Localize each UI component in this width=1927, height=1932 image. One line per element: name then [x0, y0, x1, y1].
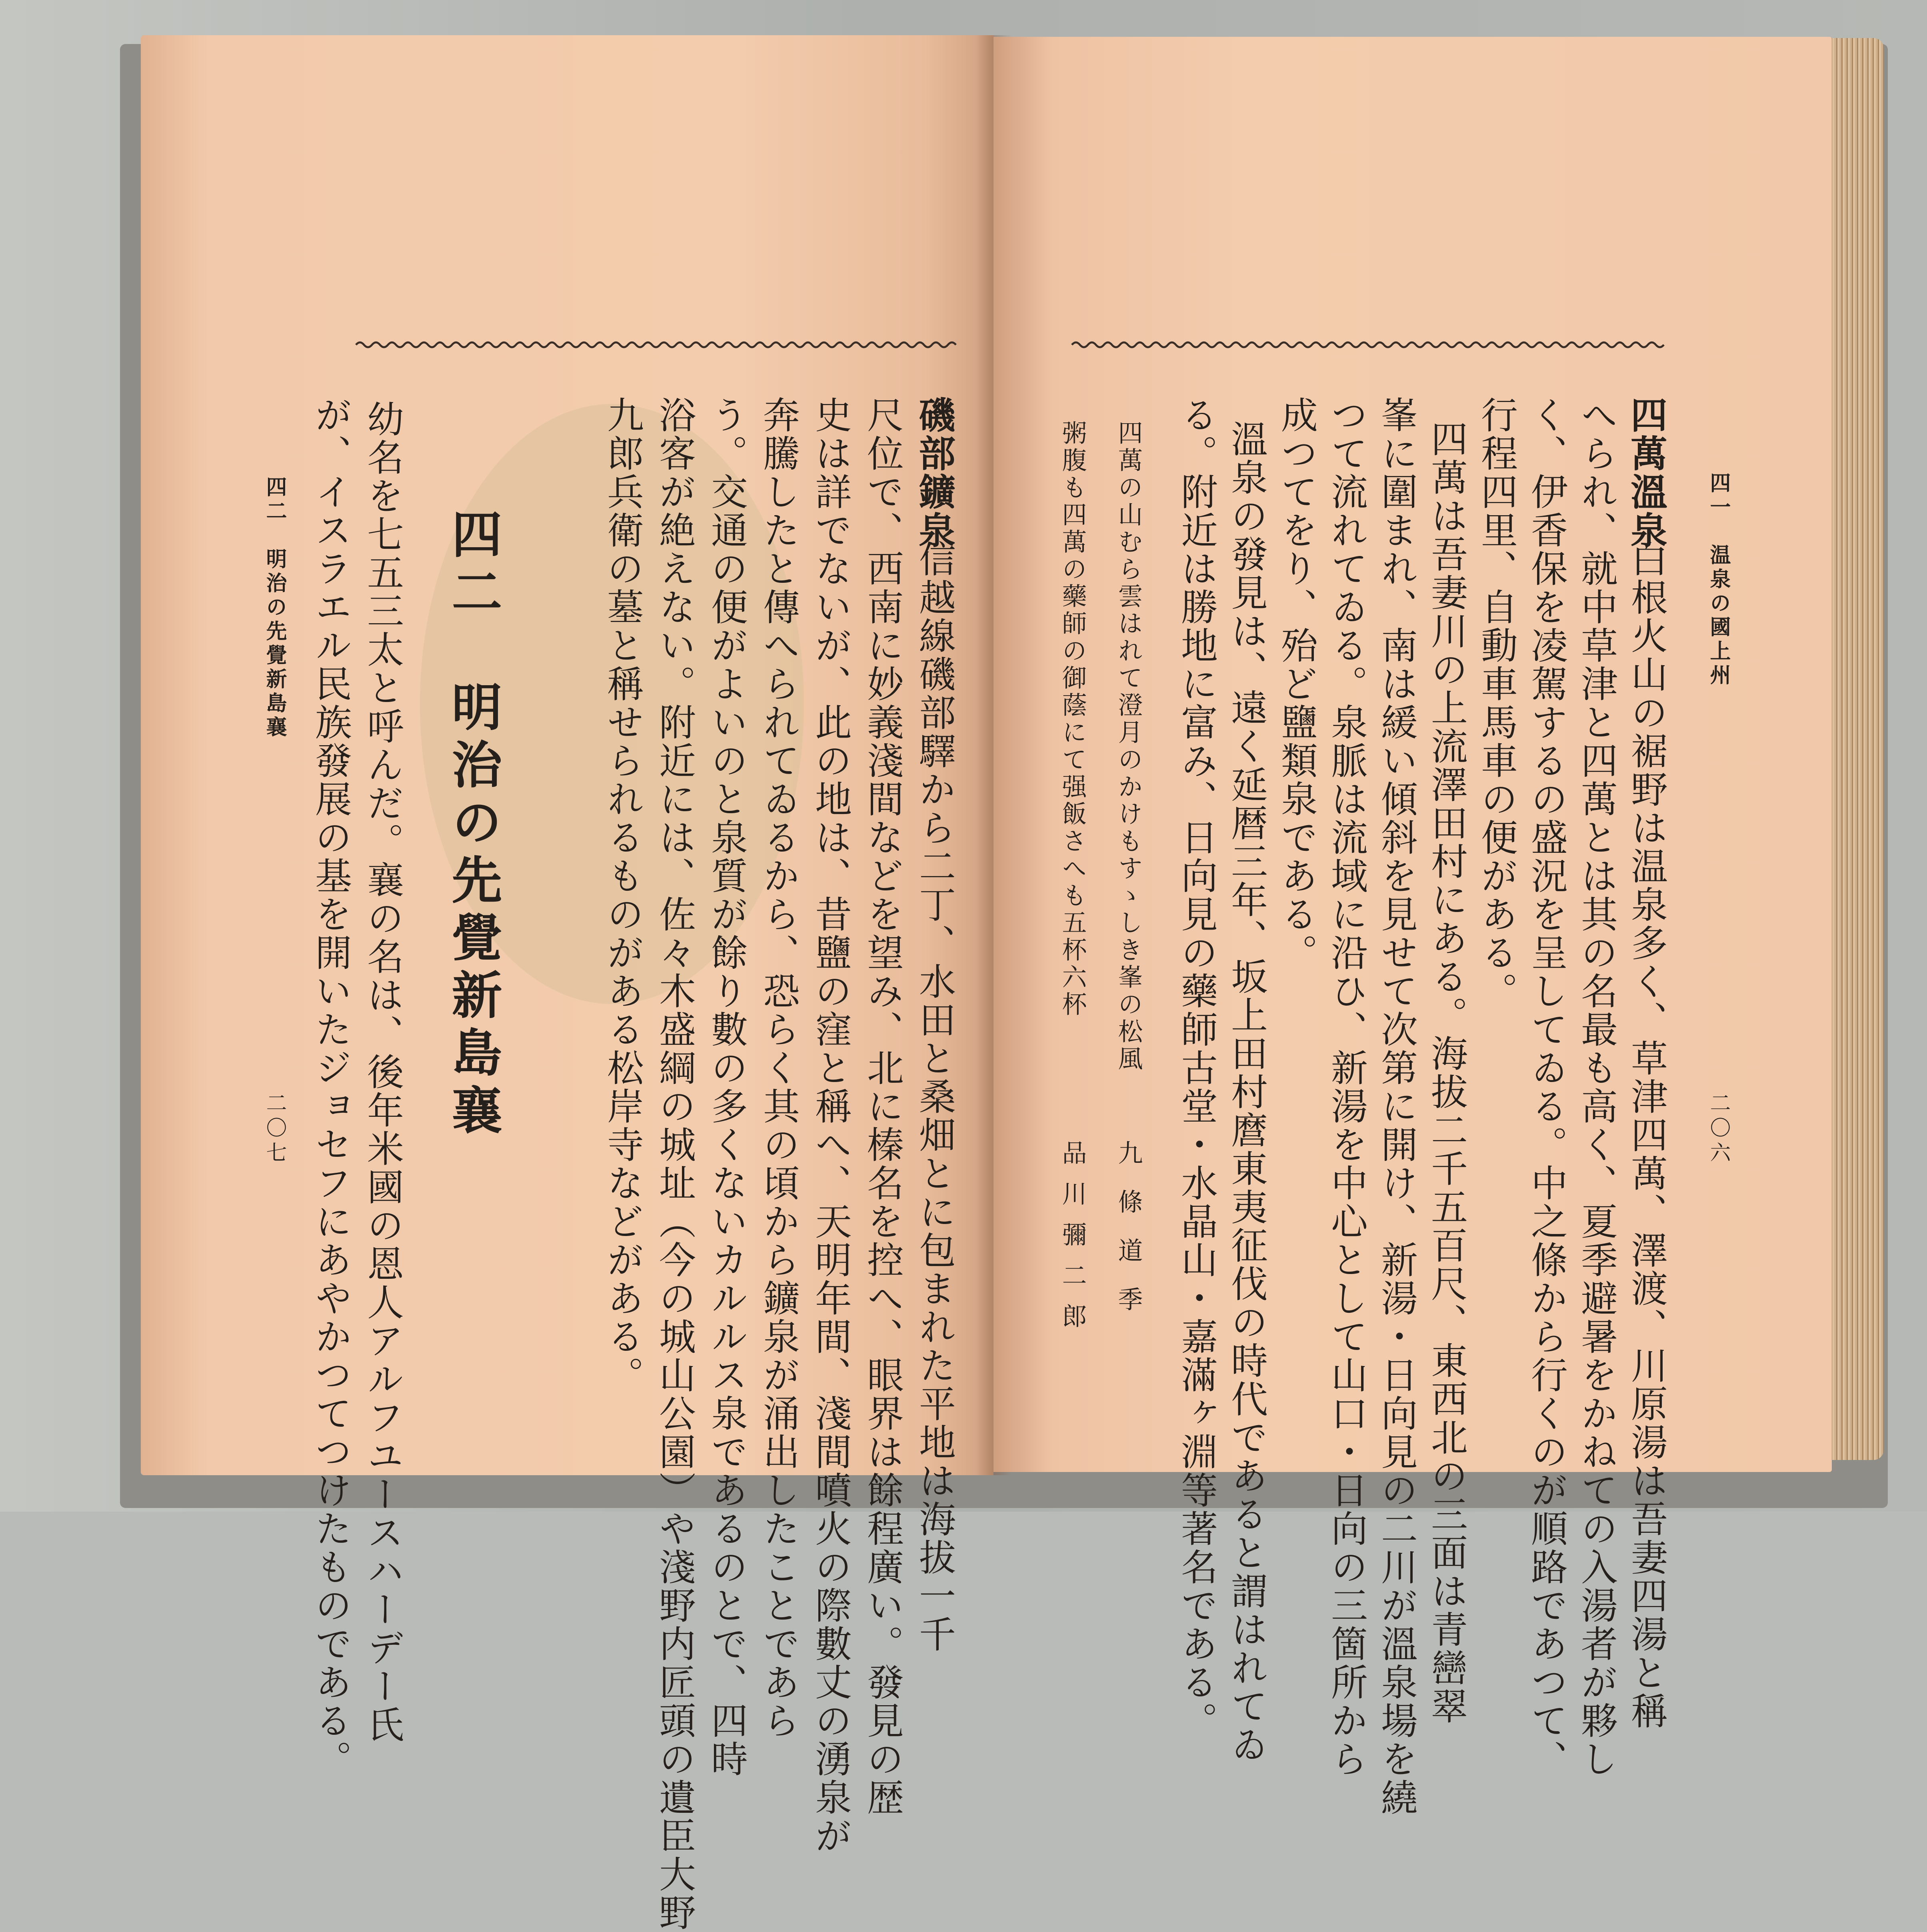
- body-column: 浴客が絶えない。附近には、佐々木盛綱の城址（今の城山公園）や淺野内匠頭の遺臣大野: [653, 396, 696, 1932]
- body-column: 九郎兵衛の墓と稱せられるものがある松岸寺などがある。: [601, 396, 644, 1394]
- running-head-right: 四一 温泉の國上州: [1706, 472, 1731, 688]
- poem-line: 粥腹も四萬の藥師の御蔭にて强飯さへも五杯六杯: [1058, 420, 1087, 1018]
- body-column: 溫泉の發見は、遠く延暦三年、坂上田村麿東夷征伐の時代であると謂はれてゐ: [1225, 420, 1268, 1764]
- page-number-left: 二〇七: [262, 1092, 286, 1166]
- page-number-right: 二〇六: [1706, 1092, 1730, 1166]
- poem-author: 九條道季: [1114, 1140, 1143, 1335]
- left-wavy-divider: [356, 339, 960, 350]
- body-column: 尺位で、西南に妙義淺間などを望み、北に榛名を控へ、眼界は餘程廣い。發見の歴: [861, 396, 904, 1817]
- chapter-body-column: 幼名を七五三太と呼んだ。襄の名は、後年米國の恩人アルフユースハーデー氏: [361, 400, 404, 1744]
- page-edges: [1824, 38, 1884, 1460]
- body-column: 成つてをり、殆ど鹽類泉である。: [1275, 396, 1318, 972]
- body-column: 白根火山の裾野は温泉多く、草津四萬、澤渡、川原湯は吾妻四湯と稱: [1625, 540, 1668, 1730]
- body-column: 行程四里、自動車馬車の便がある。: [1475, 396, 1518, 1010]
- section-heading-isobe: 磯部鑛泉: [913, 396, 956, 550]
- body-column: へられ、就中草津と四萬とは其の名最も高く、夏季避暑をかねての入湯者が夥し: [1575, 396, 1618, 1778]
- running-head-left: 四二 明治の先覺新島襄: [262, 476, 287, 740]
- poem-line: 四萬の山むら雲はれて澄月のかけもすゝしき峯の松風: [1114, 420, 1143, 1073]
- body-column: 峯に圍まれ、南は緩い傾斜を見せて次第に開け、新湯・日向見の二川が溫泉場を繞: [1375, 396, 1418, 1817]
- body-column: 信越線磯部驛から二丁、水田と桑畑とに包まれた平地は海拔一千: [913, 540, 956, 1654]
- body-column: る。附近は勝地に富み、日向見の藥師古堂・水晶山・嘉滿ヶ淵等著名である。: [1175, 396, 1218, 1740]
- body-column: く、伊香保を凌駕するの盛況を呈してゐる。中之條から行くのが順路であつて、: [1525, 396, 1568, 1778]
- body-column: 奔騰したと傳へられてゐるから、恐らく其の頃から鑛泉が涌出したことであら: [757, 396, 800, 1740]
- body-column: 四萬は吾妻川の上流澤田村にある。海拔二千五百尺、東西北の三面は青巒翠: [1425, 420, 1468, 1726]
- chapter-body-column: が、イスラエル民族發展の基を開いたジョセフにあやかつてつけたものである。: [309, 396, 352, 1778]
- section-heading-shima: 四萬溫泉: [1625, 396, 1668, 550]
- body-column: う。交通の便がよいのと泉質が餘り數の多くないカルルス泉であるのとで、四時: [705, 396, 748, 1778]
- body-column: つて流れてゐる。泉脈は流域に沿ひ、新湯を中心として山口・日向の三箇所から: [1325, 396, 1368, 1778]
- chapter-title: 四二 明治の先覺新島襄: [444, 508, 503, 1142]
- right-wavy-divider: [1072, 339, 1648, 350]
- body-column: 史は詳でないが、此の地は、昔鹽の窪と稱へ、天明年間、淺間噴火の際數丈の湧泉が: [809, 396, 852, 1855]
- poem-author: 品川彌二郎: [1058, 1140, 1087, 1344]
